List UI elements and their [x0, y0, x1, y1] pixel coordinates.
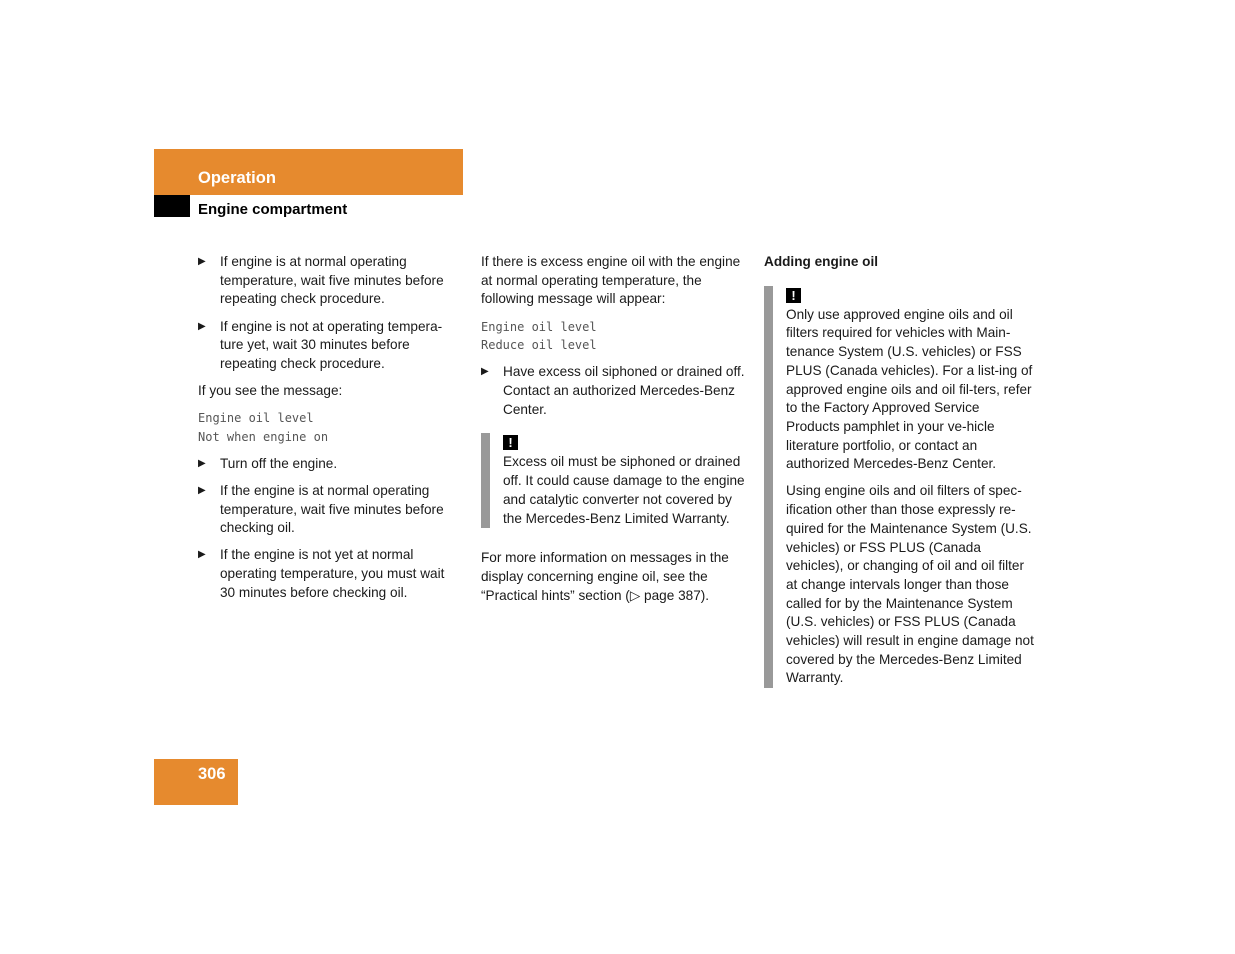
- list-item: ▶ If engine is not at operating tempera-ture yet, wait 30 minutes before repeating check procedure.: [198, 318, 443, 371]
- triangle-right-icon: ▶: [198, 484, 206, 496]
- warning-note: [764, 286, 1034, 688]
- section-heading: Adding engine oil: [764, 254, 879, 269]
- message-intro: If you see the message:: [198, 383, 343, 398]
- column-1: [198, 253, 460, 611]
- list-item: ▶ If the engine is at normal operating temperature, wait five minutes before checking oil.: [198, 482, 444, 536]
- list-item: ▶ If engine is at normal operating temperature, wait five minutes before repeating check procedure.: [198, 254, 444, 307]
- display-message: Engine oil level Reduce oil level: [481, 319, 597, 353]
- triangle-right-icon: ▶: [198, 457, 206, 469]
- display-message: Engine oil level Not when engine on: [198, 411, 329, 444]
- subsection-title: Engine compartment: [198, 201, 348, 218]
- note-rule: [764, 286, 773, 688]
- triangle-right-icon: ▶: [198, 320, 206, 332]
- list-item: ▶ Turn off the engine.: [198, 455, 460, 474]
- subsection-tab-marker: [154, 195, 190, 217]
- page-number: 306: [198, 765, 226, 783]
- excess-oil-intro: If there is excess engine oil with the engine at normal operating temperature, the following message will appear:: [481, 254, 741, 307]
- list-item: ▶ Have excess oil siphoned or drained off. Contact an authorized Mercedes-Benz Center.: [481, 364, 745, 417]
- exclamation-icon: !: [503, 435, 518, 450]
- triangle-right-icon: ▶: [198, 256, 206, 267]
- column-2: [481, 253, 747, 614]
- warning-note: [481, 433, 747, 528]
- note-text: Using engine oils and oil filters of spec-ification other than those expressly re-quired for the Maintenance System (U.S. vehicles) or FSS PLUS (Canada vehicles), or changing of oil and oil filter at change intervals longer than those called for by the Maintenance System (U.S. vehicles) or FSS PLUS (Canada vehicles) will result in engine damage not covered by the Mercedes-Benz Limited Warranty.: [786, 483, 1034, 686]
- section-title: Operation: [198, 169, 276, 187]
- list-item: ▶ If the engine is not yet at normal operating temperature, you must wait 30 minutes before checking oil.: [198, 547, 445, 600]
- column-3: [764, 253, 1034, 709]
- note-text: Excess oil must be siphoned or drained off. It could cause damage to the engine and catalytic converter not covered by the Mercedes-Benz Limited Warranty.: [503, 454, 745, 526]
- note-text: Only use approved engine oils and oil filters required for vehicles with Main-tenance System (U.S. vehicles) or FSS PLUS (Canada vehicles). For a list-ing of approved engine oils and oil fil-ters, refer to the Factory Approved Service Products pamphlet in your ve-hicle literature portfolio, or contact an authorized Mercedes-Benz Center.: [786, 306, 1033, 472]
- triangle-right-icon: ▶: [481, 366, 489, 378]
- exclamation-icon: !: [786, 288, 801, 303]
- triangle-right-icon: ▶: [198, 549, 206, 561]
- note-rule: [481, 433, 490, 528]
- more-info-text: For more information on messages in the display concerning engine oil, see the “Practical hints” section (▷ page 387).: [481, 550, 729, 603]
